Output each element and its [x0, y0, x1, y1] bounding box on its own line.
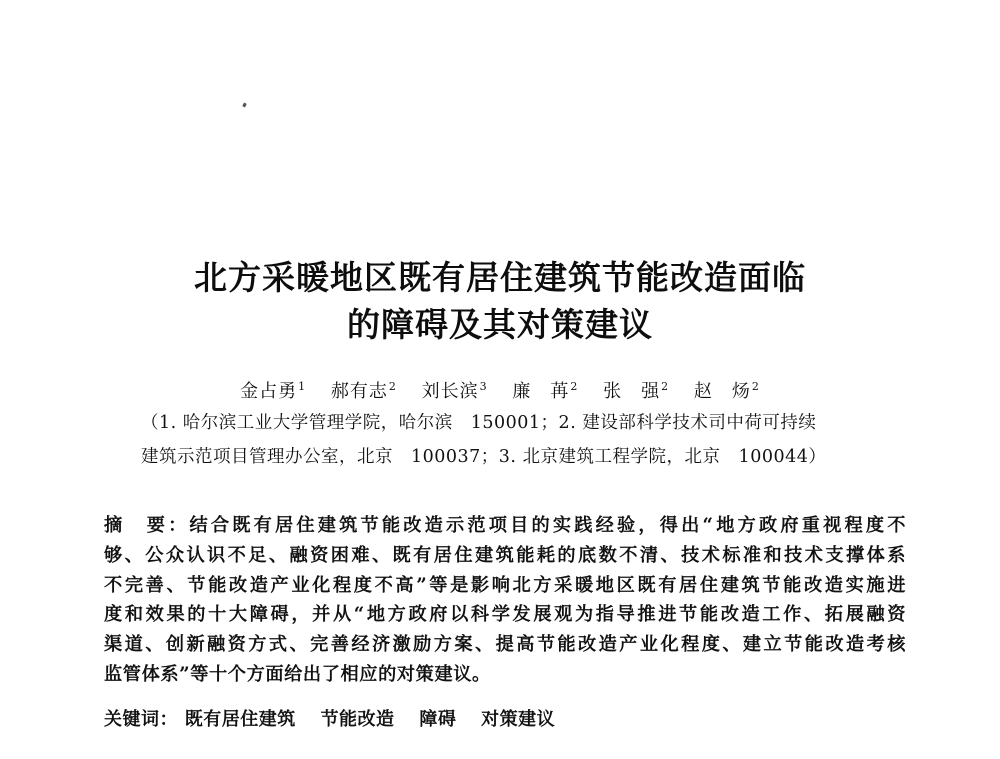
paper-title-line-2: 的障碍及其对策建议	[347, 305, 653, 344]
author: 金占勇$^1$	[240, 380, 307, 402]
abstract	[104, 511, 906, 690]
abstract-line: 渠道、创新融资方式、完善经济激励方案、提高节能改造产业化程度、建立节能改造考核	[104, 634, 906, 656]
author: 郝有志$^2$	[330, 380, 397, 402]
abstract-line: 不完善、节能改造产业化程度不高”等是影响北方采暖地区既有居住建筑节能改造实施进	[104, 574, 906, 596]
abstract-label: 摘 要：	[104, 515, 190, 536]
keyword: 对策建议	[481, 709, 556, 730]
abstract-line: 度和效果的十大障碍，并从“地方政府以科学发展观为指导推进节能改造工作、拓展融资	[104, 604, 906, 626]
paper-title-line-1: 北方采暖地区既有居住建筑节能改造面临	[194, 258, 806, 297]
keywords-label: 关键词：	[104, 709, 178, 730]
author: 刘长滨$^3$	[421, 380, 488, 402]
abstract-line: 摘 要：结合既有居住建筑节能改造示范项目的实践经验，得出“地方政府重视程度不	[104, 515, 906, 536]
keywords	[104, 705, 573, 731]
author: 张 强$^2$	[603, 380, 670, 402]
abstract-line: 监管体系”等十个方面给出了相应的对策建议。	[104, 663, 491, 685]
author: 赵 炀$^2$	[693, 380, 760, 402]
scan-speck	[242, 103, 246, 108]
keyword: 既有居住建筑	[184, 709, 296, 730]
affiliation-line-2: 建筑示范项目管理办公室，北京 100037；3. 北京建筑工程学院，北京 100044）	[141, 447, 827, 467]
author: 廉 苒$^2$	[512, 380, 579, 402]
author-list	[0, 377, 1000, 403]
keyword: 节能改造	[320, 709, 395, 730]
keyword: 障碍	[419, 709, 457, 730]
affiliation-line-1: （1. 哈尔滨工业大学管理学院，哈尔滨 150001；2. 建设部科学技术司中荷可持续	[141, 413, 817, 433]
abstract-line: 够、公众认识不足、融资困难、既有居住建筑能耗的底数不清、技术标准和技术支撑体系	[104, 544, 906, 566]
